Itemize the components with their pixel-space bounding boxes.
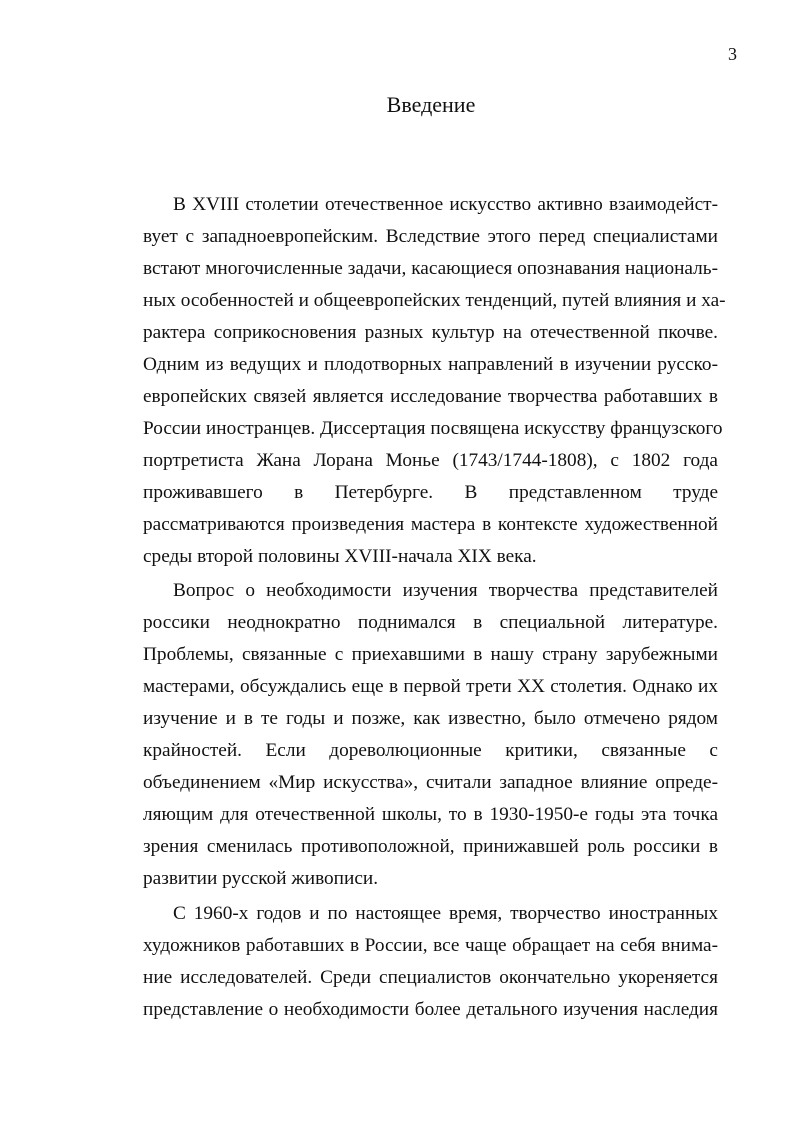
text-line: среды второй половины XVIII-начала XIX века. — [143, 546, 537, 567]
text-line: художников работавших в России, все чаще обращает на себя внима- — [143, 935, 718, 956]
text-line: Вопрос о необходимости изучения творчества представителей — [173, 580, 718, 601]
text-line: В XVIII столетии отечественное искусство активно взаимодейст- — [173, 194, 718, 215]
section-title: Введение — [386, 92, 476, 117]
text-line: ляющим для отечественной школы, то в 1930-1950-е годы эта точка — [143, 804, 718, 825]
text-line: мастерами, обсуждались еще в первой трети XX столетия. Однако их — [143, 676, 718, 697]
text-line: проживавшего в Петербурге. В представленном труде — [143, 482, 718, 503]
text-line: вует с западноевропейским. Вследствие этого перед специалистами — [143, 226, 718, 247]
text-line: объединением «Мир искусства», считали западное влияние опреде- — [143, 772, 718, 793]
text-line: Проблемы, связанные с приехавшими в нашу страну зарубежными — [143, 644, 718, 665]
text-line: представление о необходимости более детального изучения наследия — [143, 999, 718, 1020]
text-line: европейских связей является исследование творчества работавших в — [143, 386, 718, 407]
text-line: крайностей. Если дореволюционные критики, связанные с — [143, 740, 718, 761]
text-line: России иностранцев. Диссертация посвящена искусству французского — [143, 418, 723, 439]
text-line: рактера соприкосновения разных культур на отечественной пкочве. — [143, 322, 718, 343]
text-line: С 1960-х годов и по настоящее время, творчество иностранных — [173, 903, 718, 924]
text-line: изучение и в те годы и позже, как известно, было отмечено рядом — [143, 708, 718, 729]
text-line: портретиста Жана Лорана Монье (1743/1744-1808), с 1802 года — [143, 450, 718, 471]
text-line: ние исследователей. Среди специалистов окончательно укореняется — [143, 967, 718, 988]
text-line: рассматриваются произведения мастера в контексте художественной — [143, 514, 718, 535]
page-number: 3 — [728, 44, 737, 64]
text-line: развитии русской живописи. — [143, 868, 379, 889]
text-line: россики неоднократно поднимался в специальной литературе. — [143, 612, 718, 633]
text-line: встают многочисленные задачи, касающиеся опознавания националь- — [143, 258, 718, 279]
text-line: зрения сменилась противоположной, принижавшей роль россики в — [143, 836, 718, 857]
text-line: Одним из ведущих и плодотворных направлений в изучении русско- — [143, 354, 718, 375]
text-line: ных особенностей и общеевропейских тенденций, путей влияния и ха- — [143, 290, 726, 311]
